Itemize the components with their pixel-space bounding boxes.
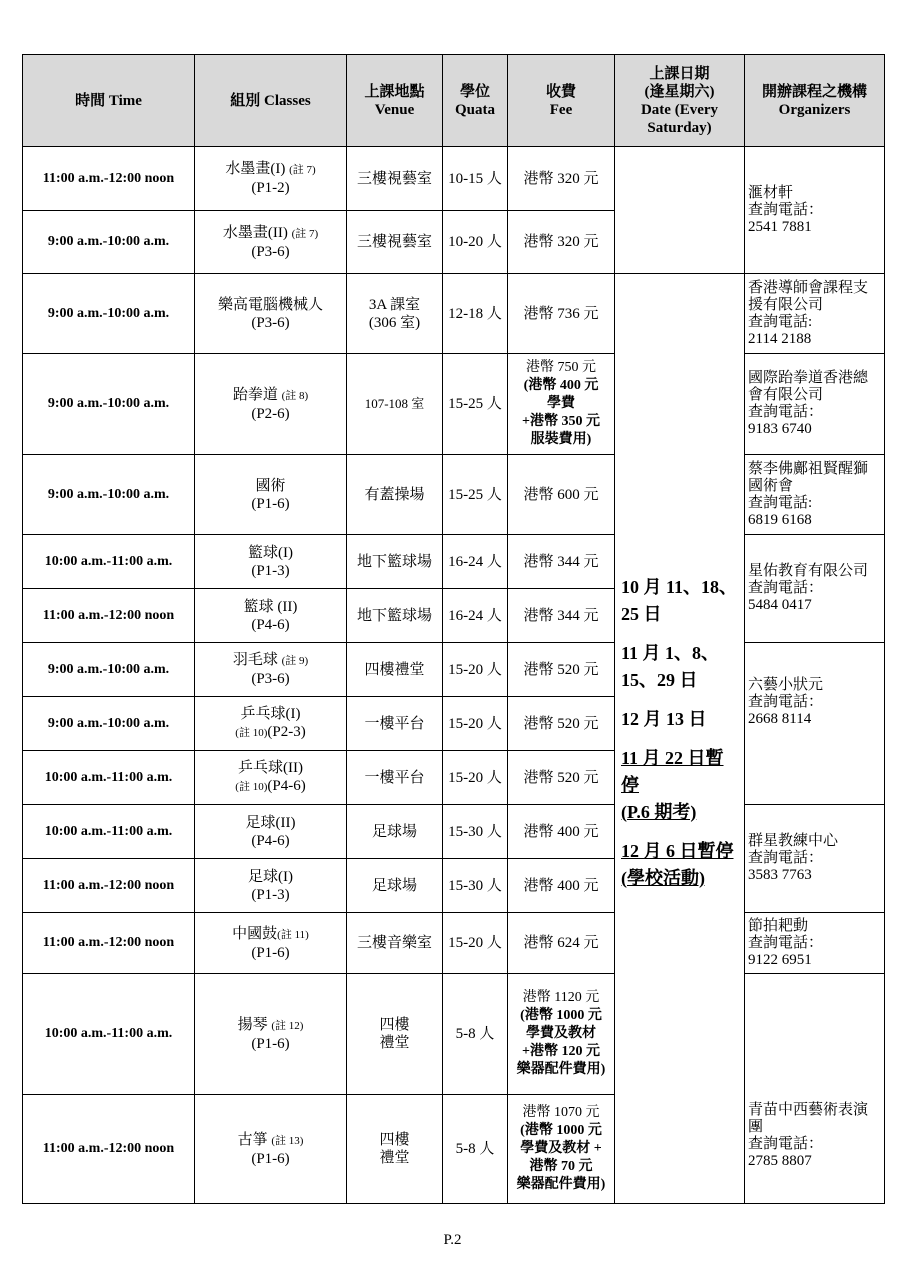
quota-cell: 15-30 人 <box>443 859 508 913</box>
organizer-cell: 國際跆拳道香港總會有限公司 查詢電話： 9183 6740 <box>745 354 885 455</box>
organizer-cell: 青苗中西藝術表演團 查詢電話： 2785 8807 <box>745 974 885 1204</box>
time-cell: 11:00 a.m.-12:00 noon <box>23 859 195 913</box>
dates-december: 12 月 13 日 <box>621 708 707 729</box>
fee-cell: 港幣 320 元 <box>508 211 615 274</box>
organizer-cell: 星佑教育有限公司 查詢電話： 5484 0417 <box>745 535 885 643</box>
time-cell: 9:00 a.m.-10:00 a.m. <box>23 211 195 274</box>
time-cell: 11:00 a.m.-12:00 noon <box>23 1095 195 1204</box>
time-cell: 9:00 a.m.-10:00 a.m. <box>23 274 195 354</box>
quota-cell: 16-24 人 <box>443 535 508 589</box>
header-fee: 收費 Fee <box>508 55 615 147</box>
class-cell: 羽毛球 (註 9) (P3-6) <box>195 643 347 697</box>
table-row <box>23 535 885 589</box>
class-cell: 揚琴 (註 12) (P1-6) <box>195 974 347 1095</box>
header-date: 上課日期 (逢星期六) Date (Every Saturday) <box>615 55 745 147</box>
class-cell: 樂高電腦機械人 (P3-6) <box>195 274 347 354</box>
table-row <box>23 274 885 354</box>
time-cell: 10:00 a.m.-11:00 a.m. <box>23 974 195 1095</box>
venue-cell: 地下籃球場 <box>347 535 443 589</box>
class-cell: 足球(I) (P1-3) <box>195 859 347 913</box>
quota-cell: 12-18 人 <box>443 274 508 354</box>
table-row <box>23 974 885 1095</box>
page-number: P.2 <box>443 1232 462 1248</box>
fee-cell: 港幣 736 元 <box>508 274 615 354</box>
venue-cell: 四樓 禮堂 <box>347 974 443 1095</box>
quota-cell: 10-20 人 <box>443 211 508 274</box>
suspension-1: 11 月 22 日暫停 (P.6 期考) <box>621 747 724 822</box>
header-organizers: 開辦課程之機構 Organizers <box>745 55 885 147</box>
venue-cell: 一樓平台 <box>347 697 443 751</box>
class-cell: 水墨畫(II) (註 7) (P3-6) <box>195 211 347 274</box>
fee-cell: 港幣 1070 元 (港幣 1000 元 學費及教材 + 港幣 70 元 樂器配件費用) <box>508 1095 615 1204</box>
fee-cell: 港幣 320 元 <box>508 147 615 211</box>
venue-cell: 足球場 <box>347 805 443 859</box>
venue-cell: 三樓視藝室 <box>347 147 443 211</box>
quota-cell: 15-20 人 <box>443 643 508 697</box>
dates-november: 11 月 1、8、15、29 日 <box>621 642 720 690</box>
venue-cell: 三樓音樂室 <box>347 913 443 974</box>
venue-cell: 四樓禮堂 <box>347 643 443 697</box>
table-row <box>23 147 885 211</box>
fee-cell: 港幣 624 元 <box>508 913 615 974</box>
header-classes: 組別 Classes <box>195 55 347 147</box>
quota-cell: 15-20 人 <box>443 751 508 805</box>
courses-table <box>22 54 885 1204</box>
quota-cell: 15-25 人 <box>443 354 508 455</box>
time-cell: 10:00 a.m.-11:00 a.m. <box>23 805 195 859</box>
time-cell: 11:00 a.m.-12:00 noon <box>23 589 195 643</box>
dates-october: 10 月 11、18、25 日 <box>621 576 738 624</box>
quota-cell: 16-24 人 <box>443 589 508 643</box>
fee-cell: 港幣 1120 元 (港幣 1000 元 學費及教材 +港幣 120 元 樂器配件費用) <box>508 974 615 1095</box>
quota-cell: 10-15 人 <box>443 147 508 211</box>
organizer-cell: 香港導師會課程支援有限公司 查詢電話: 2114 2188 <box>745 274 885 354</box>
quota-cell: 15-20 人 <box>443 913 508 974</box>
date-cell-empty <box>615 147 745 274</box>
time-cell: 10:00 a.m.-11:00 a.m. <box>23 535 195 589</box>
venue-cell: 足球場 <box>347 859 443 913</box>
table-row <box>23 913 885 974</box>
class-cell: 中國鼓(註 11) (P1-6) <box>195 913 347 974</box>
class-cell: 跆拳道 (註 8) (P2-6) <box>195 354 347 455</box>
time-cell: 9:00 a.m.-10:00 a.m. <box>23 697 195 751</box>
time-cell: 9:00 a.m.-10:00 a.m. <box>23 354 195 455</box>
fee-cell: 港幣 400 元 <box>508 805 615 859</box>
venue-cell: 一樓平台 <box>347 751 443 805</box>
dates-cell <box>615 274 745 1204</box>
header-row <box>23 55 885 147</box>
class-cell: 乒乓球(I) (註 10)(P2-3) <box>195 697 347 751</box>
venue-cell: 四樓 禮堂 <box>347 1095 443 1204</box>
table-row <box>23 643 885 697</box>
table-row <box>23 354 885 455</box>
header-time: 時間 Time <box>23 55 195 147</box>
class-cell: 國術 (P1-6) <box>195 455 347 535</box>
class-cell: 籃球(I) (P1-3) <box>195 535 347 589</box>
time-cell: 9:00 a.m.-10:00 a.m. <box>23 455 195 535</box>
time-cell: 9:00 a.m.-10:00 a.m. <box>23 643 195 697</box>
header-venue: 上課地點 Venue <box>347 55 443 147</box>
class-cell: 水墨畫(I) (註 7) (P1-2) <box>195 147 347 211</box>
quota-cell: 5-8 人 <box>443 974 508 1095</box>
fee-cell: 港幣 750 元 (港幣 400 元 學費 +港幣 350 元 服裝費用) <box>508 354 615 455</box>
fee-cell: 港幣 520 元 <box>508 697 615 751</box>
suspension-2: 12 月 6 日暫停 (學校活動) <box>621 840 734 888</box>
organizer-cell: 六藝小狀元 查詢電話： 2668 8114 <box>745 643 885 805</box>
venue-cell: 有蓋操場 <box>347 455 443 535</box>
table-row <box>23 805 885 859</box>
fee-cell: 港幣 344 元 <box>508 535 615 589</box>
organizer-cell: 蔡李佛鄺祖賢醒獅國術會 查詢電話: 6819 6168 <box>745 455 885 535</box>
table-row <box>23 455 885 535</box>
time-cell: 11:00 a.m.-12:00 noon <box>23 147 195 211</box>
quota-cell: 15-25 人 <box>443 455 508 535</box>
quota-cell: 15-30 人 <box>443 805 508 859</box>
time-cell: 10:00 a.m.-11:00 a.m. <box>23 751 195 805</box>
fee-cell: 港幣 520 元 <box>508 643 615 697</box>
venue-cell: 三樓視藝室 <box>347 211 443 274</box>
class-cell: 古箏 (註 13) (P1-6) <box>195 1095 347 1204</box>
time-cell: 11:00 a.m.-12:00 noon <box>23 913 195 974</box>
class-cell: 足球(II) (P4-6) <box>195 805 347 859</box>
venue-cell: 107-108 室 <box>347 354 443 455</box>
class-cell: 乒乓球(II) (註 10)(P4-6) <box>195 751 347 805</box>
venue-cell: 地下籃球場 <box>347 589 443 643</box>
quota-cell: 15-20 人 <box>443 697 508 751</box>
header-quota: 學位 Quata <box>443 55 508 147</box>
quota-cell: 5-8 人 <box>443 1095 508 1204</box>
organizer-cell: 滙材軒 查詢電話： 2541 7881 <box>745 147 885 274</box>
fee-cell: 港幣 400 元 <box>508 859 615 913</box>
fee-cell: 港幣 344 元 <box>508 589 615 643</box>
organizer-cell: 群星教練中心 查詢電話： 3583 7763 <box>745 805 885 913</box>
fee-cell: 港幣 520 元 <box>508 751 615 805</box>
organizer-cell: 節拍耙動 查詢電話： 9122 6951 <box>745 913 885 974</box>
fee-cell: 港幣 600 元 <box>508 455 615 535</box>
venue-cell: 3A 課室 (306 室) <box>347 274 443 354</box>
class-cell: 籃球 (II) (P4-6) <box>195 589 347 643</box>
